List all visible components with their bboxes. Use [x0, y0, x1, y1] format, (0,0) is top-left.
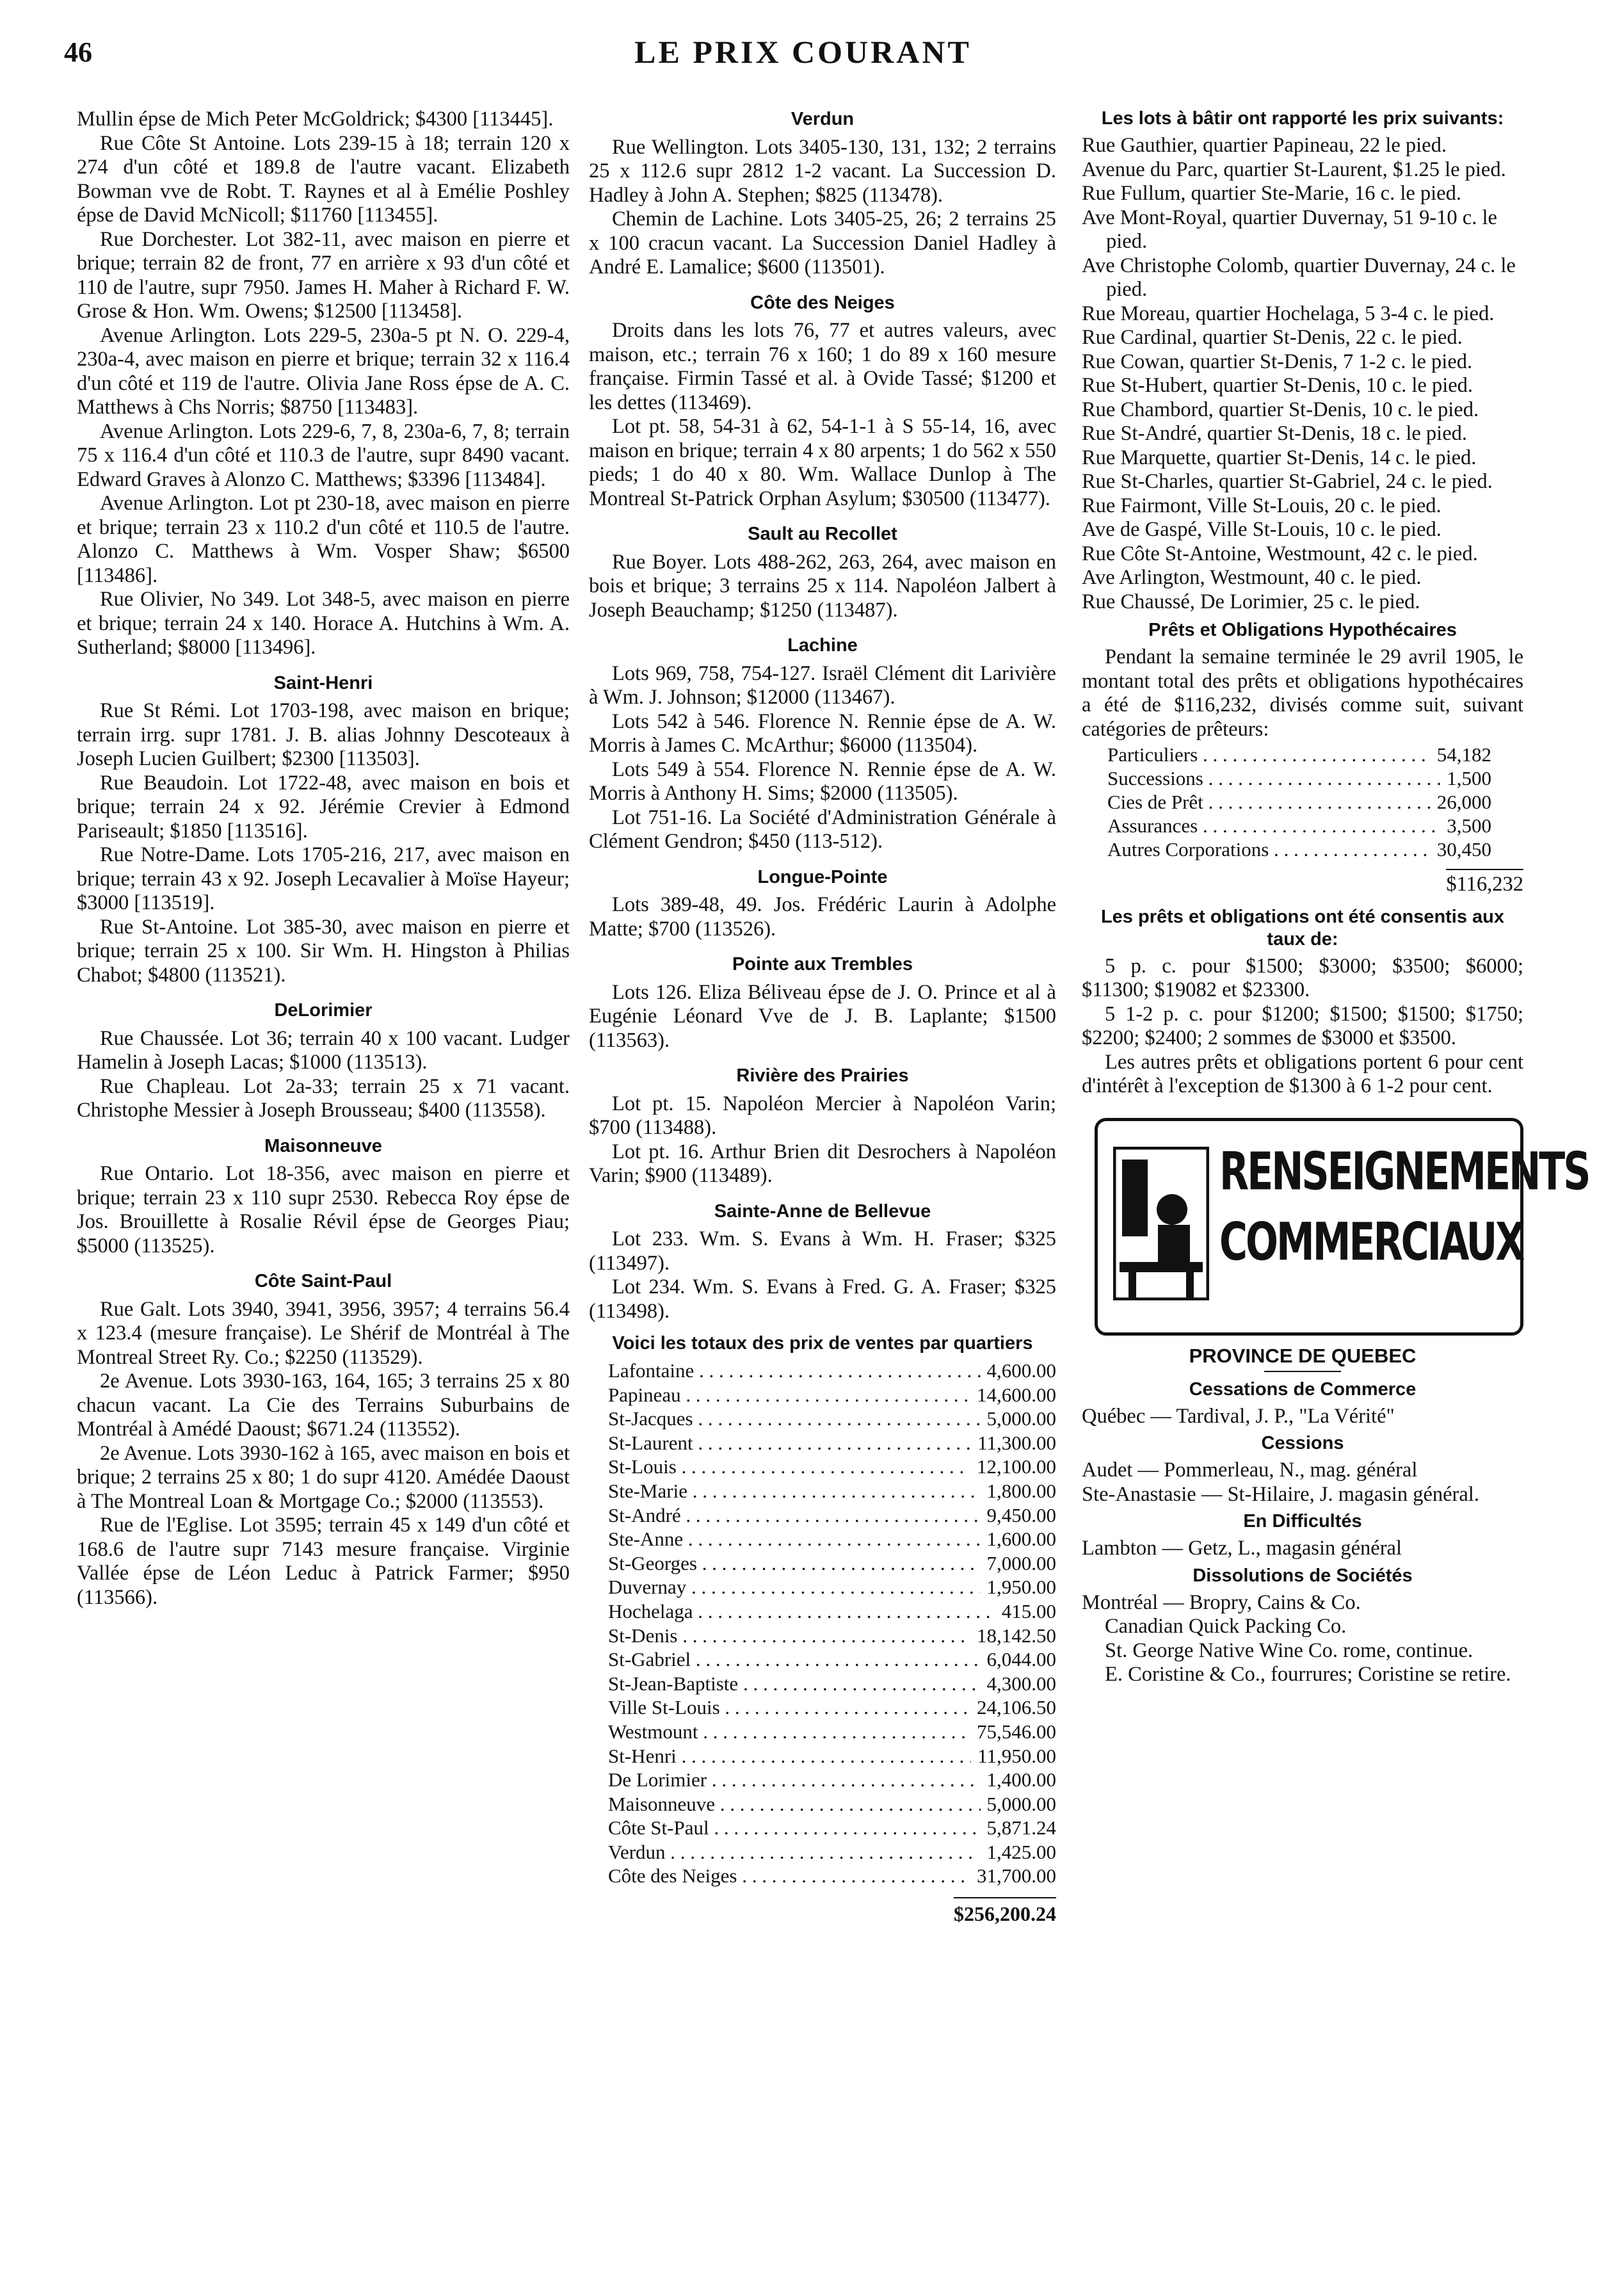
- prets-sum: [1082, 873, 1523, 897]
- lot-price-entry: Ave de Gaspé, Ville St-Louis, 10 c. le pied.: [1082, 518, 1441, 541]
- sale-entry: Lot pt. 15. Napoléon Mercier à Napoléon Varin; $700 (113488).: [589, 1092, 1056, 1139]
- lot-price-entry: Avenue du Parc, quartier St-Laurent, $1.25 le pied.: [1082, 158, 1506, 181]
- section-heading-maisonneuve: Maisonneuve: [264, 1135, 382, 1156]
- table-row: [1107, 814, 1491, 837]
- sale-entry: Chemin de Lachine. Lots 3405-25, 26; 2 terrains 25 x 100 cracun vacant. La Succession Daniel Hadley à André E. Lamalice; $600 (113501).: [589, 207, 1056, 279]
- row-label: Ville St-Louis . . .: [608, 1695, 970, 1720]
- page-number: 46: [64, 36, 92, 68]
- sale-entry: Rue Boyer. Lots 488-262, 263, 264, avec maison en bois et brique; 3 terrains 25 x 114. Napoléon Jalbert à Joseph Beauchamp; $1250 (113487).: [589, 550, 1056, 622]
- row-label: De Lorimier . . .: [608, 1768, 981, 1792]
- table-row: [608, 1383, 1056, 1407]
- row-amount: 1,400.00: [986, 1768, 1056, 1791]
- row-amount: 12,100.00: [977, 1455, 1056, 1478]
- row-amount: 6,044.00: [986, 1648, 1056, 1671]
- row-label: St-Jean-Baptiste . . .: [608, 1672, 981, 1696]
- lot-price-entry: Ave Christophe Colomb, quartier Duvernay, 24 c. le pied.: [1082, 254, 1516, 301]
- row-amount: 26,000: [1436, 791, 1491, 813]
- sale-entry: Lot 234. Wm. S. Evans à Fred. G. A. Fraser; $325 (113498).: [589, 1275, 1056, 1323]
- row-label: Ste-Anne . . .: [608, 1527, 981, 1551]
- sale-entry: Rue Ontario. Lot 18-356, avec maison en pierre et brique; terrain 23 x 110 supr 2530. Rebecca Roy épse de Jos. Brouillette à Rosalie Révil épse de Georges Piau; $5000 (113525).: [77, 1162, 570, 1257]
- lot-price-entry: Rue St-André, quartier St-Denis, 18 c. le pied.: [1082, 422, 1468, 445]
- row-label: St-Georges . . .: [608, 1551, 981, 1576]
- section-heading-verdun: Verdun: [791, 109, 855, 129]
- table-row: [608, 1864, 1056, 1888]
- row-amount: 31,700.00: [977, 1864, 1056, 1888]
- notice-entry: Lambton — Getz, L., magasin général: [1082, 1537, 1402, 1560]
- lot-price-entry: Rue St-Hubert, quartier St-Denis, 10 c. le pied.: [1082, 374, 1474, 397]
- section-heading-riviere-des-prairies: Rivière des Prairies: [736, 1065, 909, 1086]
- section-heading-cote-des-neiges: Côte des Neiges: [750, 292, 895, 313]
- prets-heading: Prêts et Obligations Hypothécaires: [1148, 620, 1457, 640]
- row-label: Successions . . .: [1107, 766, 1440, 790]
- sale-entry: Lots 549 à 554. Florence N. Rennie épse de A. W. Morris à Anthony H. Sims; $2000 (113505).: [589, 757, 1056, 805]
- table-row: [608, 1359, 1056, 1383]
- sale-entry: Avenue Arlington. Lots 229-6, 7, 8, 230a-6, 7, 8; terrain 75 x 116.4 d'un côté et 110.3 de l'autre, supr 8490 vacant. Edward Graves à Alonzo C. Matthews; $3396 [113484].: [77, 419, 570, 491]
- row-amount: 1,600.00: [986, 1528, 1056, 1551]
- table-row: [608, 1575, 1056, 1599]
- divider: [1264, 1371, 1341, 1372]
- lot-price-entry: Ave Arlington, Westmount, 40 c. le pied.: [1082, 566, 1422, 589]
- sale-entry: Mullin épse de Mich Peter McGoldrick; $4300 [113445].: [77, 108, 554, 131]
- row-label: St-André . . .: [608, 1503, 981, 1528]
- row-label: St-Louis . . .: [608, 1455, 970, 1479]
- row-label: St-Henri . . .: [608, 1744, 971, 1768]
- row-amount: 7,000.00: [986, 1551, 1056, 1574]
- row-amount: 415.00: [1001, 1599, 1056, 1622]
- banner-line-1: RENSEIGNEMENTS: [1219, 1141, 1589, 1202]
- cessions-heading: Cessions: [1261, 1433, 1344, 1453]
- notice-entry: Ste-Anastasie — St-Hilaire, J. magasin général.: [1082, 1482, 1479, 1506]
- lots-heading: Les lots à bâtir ont rapporté les prix suivants:: [1101, 108, 1504, 129]
- row-amount: 3,500: [1447, 814, 1491, 837]
- row-label: St-Jacques . . .: [608, 1407, 981, 1431]
- row-amount: 14,600.00: [977, 1383, 1056, 1406]
- notice-entry: E. Coristine & Co., fourrures; Coristine se retire.: [1105, 1663, 1511, 1686]
- table-row: [608, 1503, 1056, 1528]
- sale-entry: 2e Avenue. Lots 3930-163, 164, 165; 3 terrains 25 x 80 chacun vacant. La Cie des Terrains Suburbains de Montréal à Amédé Daoust; $671.24 (113552).: [77, 1370, 570, 1441]
- lot-price-entry: Rue Fullum, quartier Ste-Marie, 16 c. le pied.: [1082, 182, 1461, 205]
- row-label: Cies de Prêt . . .: [1107, 790, 1431, 814]
- row-amount: 5,000.00: [986, 1792, 1056, 1815]
- column-2: [589, 108, 1056, 1927]
- lot-price-entry: Rue Fairmont, Ville St-Louis, 20 c. le pied.: [1082, 494, 1441, 517]
- table-row: [608, 1768, 1056, 1792]
- sale-entry: Rue Dorchester. Lot 382-11, avec maison en pierre et brique; terrain 82 de front, 77 en arrière x 93 d'un côté et 110 de l'autre, supr 7950. James H. Maher à Richard F. W. Grose & Hon. Wm. Owens; $12500 [113458].: [77, 227, 570, 323]
- row-amount: 75,546.00: [977, 1720, 1056, 1743]
- row-label: Westmount . . .: [608, 1720, 970, 1744]
- table-row: [608, 1599, 1056, 1624]
- sale-entry: Rue de l'Eglise. Lot 3595; terrain 45 x 149 d'un côté et 168.6 de l'autre supr 7143 mesure française. Virginie Vallée épse de Léon Leduc à Patrick Farmer; $950 (113566).: [77, 1514, 570, 1609]
- table-row: [608, 1407, 1056, 1431]
- row-amount: 1,500: [1447, 767, 1491, 789]
- table-row: [608, 1624, 1056, 1648]
- table-row: [608, 1479, 1056, 1503]
- notice-entry: Audet — Pommerleau, N., mag. général: [1082, 1459, 1418, 1482]
- table-row: [608, 1816, 1056, 1840]
- table-row: [608, 1672, 1056, 1696]
- taux-entry: 5 1-2 p. c. pour $1200; $1500; $1500; $1750; $2200; $2400; 2 sommes de $3000 et $3500.: [1082, 1002, 1523, 1049]
- section-heading-pointe-aux-trembles: Pointe aux Trembles: [732, 954, 913, 974]
- row-amount: 30,450: [1436, 838, 1491, 861]
- totals-table: [608, 1359, 1056, 1888]
- table-row: [608, 1527, 1056, 1551]
- lot-price-entry: Rue Marquette, quartier St-Denis, 14 c. le pied.: [1082, 446, 1477, 469]
- row-amount: 11,950.00: [977, 1744, 1056, 1767]
- sale-entry: Rue Galt. Lots 3940, 3941, 3956, 3957; 4 terrains 56.4 x 123.4 (mesure française). Le Shérif de Montréal à The Montreal Street Ry. Co.; $2250 (113529).: [77, 1297, 570, 1369]
- row-amount: 5,871.24: [986, 1816, 1056, 1839]
- prets-sum-value: $116,232: [1446, 869, 1523, 896]
- grand-total: [589, 1902, 1056, 1927]
- dissolutions-heading: Dissolutions de Sociétés: [1192, 1565, 1413, 1586]
- prets-intro: Pendant la semaine terminée le 29 avril 1905, le montant total des prêts et obligations hypothécaires a été de $116,232, divisés comme suit, suivant catégories de prêteurs:: [1082, 645, 1523, 741]
- difficultes-heading: En Difficultés: [1243, 1511, 1362, 1532]
- section-heading-cote-saint-paul: Côte Saint-Paul: [254, 1271, 392, 1291]
- notice-entry: St. George Native Wine Co. rome, continue.: [1105, 1638, 1474, 1662]
- sale-entry: Rue Beaudoin. Lot 1722-48, avec maison en bois et brique; terrain 24 x 92. Jérémie Crevier à Edmond Pariseault; $1850 [113516].: [77, 771, 570, 843]
- table-row: [1107, 766, 1491, 790]
- section-heading-longue-pointe: Longue-Pointe: [757, 866, 888, 887]
- table-row: [1107, 743, 1491, 766]
- sale-entry: Lots 389-48, 49. Jos. Frédéric Laurin à Adolphe Matte; $700 (113526).: [589, 893, 1056, 941]
- table-row: [608, 1551, 1056, 1576]
- table-row: [608, 1720, 1056, 1744]
- province-heading: PROVINCE DE QUEBEC: [1189, 1344, 1417, 1367]
- notice-entry: Montréal — Bropry, Cains & Co.: [1082, 1590, 1361, 1614]
- sale-entry: Rue Olivier, No 349. Lot 348-5, avec maison en pierre et brique; terrain 24 x 140. Horace A. Hutchins à Wm. A. Sutherland; $8000 [113496].: [77, 588, 570, 659]
- sale-entry: 2e Avenue. Lots 3930-162 à 165, avec maison en bois et brique; 2 terrains 25 x 80; 1 do supr 4120. Amédée Daoust à The Montreal Loan & Mortgage Co.; $2000 (113553).: [77, 1441, 570, 1513]
- row-label: St-Denis . . .: [608, 1624, 970, 1648]
- table-row: [1107, 790, 1491, 814]
- renseignements-commerciaux-banner: [1095, 1118, 1589, 1336]
- section-heading-sault-au-recollet: Sault au Recollet: [748, 524, 897, 544]
- row-amount: 1,800.00: [986, 1479, 1056, 1502]
- taux-entry: 5 p. c. pour $1500; $3000; $3500; $6000; $11300; $19082 et $23300.: [1082, 954, 1523, 1001]
- sale-entry: Droits dans les lots 76, 77 et autres valeurs, avec maison, etc.; terrain 76 x 160; 1 do 89 x 160 mesure française. Firmin Tassé et al. à Ovide Tassé; $1200 et les dettes (113469).: [589, 319, 1056, 414]
- lot-price-entry: Rue Gauthier, quartier Papineau, 22 le pied.: [1082, 134, 1447, 157]
- row-amount: 1,425.00: [986, 1840, 1056, 1863]
- lot-price-entry: Rue Côte St-Antoine, Westmount, 42 c. le pied.: [1082, 542, 1478, 565]
- row-label: Papineau . . .: [608, 1383, 970, 1407]
- sale-entry: Rue Côte St Antoine. Lots 239-15 à 18; terrain 120 x 274 d'un côté et 189.8 de l'autre vacant. Elizabeth Bowman vve de Robt. T. Raynes et al à Emélie Poshley épse de David McNicoll; $11760 [113455].: [77, 131, 570, 227]
- table-row: [608, 1792, 1056, 1816]
- column-3: [1082, 108, 1589, 1687]
- row-label: St-Laurent . . .: [608, 1431, 971, 1455]
- row-label: Lafontaine . . .: [608, 1359, 981, 1383]
- table-row: [608, 1840, 1056, 1864]
- section-heading-sainte-anne-de-bellevue: Sainte-Anne de Bellevue: [714, 1201, 931, 1222]
- row-label: Maisonneuve . . .: [608, 1792, 981, 1816]
- row-label: Verdun . . .: [608, 1840, 981, 1864]
- row-label: Hochelaga . . .: [608, 1599, 995, 1624]
- taux-entry: Les autres prêts et obligations portent 6 pour cent d'intérêt à l'exception de $1300 à 6 1-2 pour cent.: [1082, 1050, 1523, 1097]
- lot-price-entry: Rue Moreau, quartier Hochelaga, 5 3-4 c. le pied.: [1082, 302, 1495, 325]
- sale-entry: Rue Wellington. Lots 3405-130, 131, 132; 2 terrains 25 x 112.6 supr 2812 1-2 vacant. La Succession D. Hadley à John A. Stephen; $825 (113478).: [589, 135, 1056, 207]
- row-label: Autres Corporations . . .: [1107, 837, 1431, 861]
- row-label: Particuliers . . .: [1107, 743, 1431, 766]
- row-amount: 11,300.00: [977, 1431, 1056, 1454]
- lender-category-table: [1107, 743, 1491, 861]
- sale-entry: Rue Chapleau. Lot 2a-33; terrain 25 x 71 vacant. Christophe Messier à Joseph Brousseau; $400 (113558).: [77, 1074, 570, 1122]
- sale-entry: Lots 969, 758, 754-127. Israël Clément dit Larivière à Wm. J. Johnson; $12000 (113467).: [589, 661, 1056, 709]
- sale-entry: Rue St Rémi. Lot 1703-198, avec maison en brique; terrain irrg. supr 1781. J. B. alias Johnny Descoteaux à Joseph Lucien Guilbert; $2300 [113503].: [77, 699, 570, 770]
- lot-price-list: [1082, 134, 1523, 614]
- row-amount: 5,000.00: [986, 1407, 1056, 1430]
- row-label: Côte des Neiges . . .: [608, 1864, 970, 1888]
- row-label: Assurances . . .: [1107, 814, 1440, 837]
- row-amount: 24,106.50: [977, 1696, 1056, 1719]
- taux-heading: Les prêts et obligations ont été consentis aux taux de:: [1100, 906, 1505, 950]
- clerk-at-desk-illustration: [1113, 1147, 1209, 1300]
- running-title: LE PRIX COURANT: [634, 34, 972, 70]
- row-label: St-Gabriel . . .: [608, 1647, 981, 1672]
- sale-entry: Lot pt. 58, 54-31 à 62, 54-1-1 à S 55-14, 16, avec maison en brique; terrain 4 x 80 arpents; 1 do 562 x 550 pieds; 1 do 40 x 80. Wm. Wallace Dunlop à The Montreal St-Patrick Orphan Asylum; $30500 (113477).: [589, 415, 1056, 510]
- row-amount: 1,950.00: [986, 1576, 1056, 1599]
- sale-entry: Rue Chaussée. Lot 36; terrain 40 x 100 vacant. Ludger Hamelin à Joseph Lacas; $1000 (113513).: [77, 1026, 570, 1074]
- grand-total-value: $256,200.24: [954, 1897, 1056, 1925]
- table-row: [1107, 837, 1491, 861]
- table-row: [608, 1695, 1056, 1720]
- sale-entry: Rue Notre-Dame. Lots 1705-216, 217, avec maison en brique; terrain 43 x 92. Joseph Lecavalier à Moïse Hayeur; $3000 [113519].: [77, 843, 570, 914]
- table-row: [608, 1431, 1056, 1455]
- notice-entry: Canadian Quick Packing Co.: [1105, 1615, 1347, 1638]
- cessations-heading: Cessations de Commerce: [1189, 1378, 1417, 1400]
- sale-entry: Lots 542 à 546. Florence N. Rennie épse de A. W. Morris à James C. McArthur; $6000 (113504).: [589, 709, 1056, 757]
- row-amount: 18,142.50: [977, 1624, 1056, 1647]
- sale-entry: Lot pt. 16. Arthur Brien dit Desrochers à Napoléon Varin; $900 (113489).: [589, 1140, 1056, 1187]
- lot-price-entry: Rue Chambord, quartier St-Denis, 10 c. le pied.: [1082, 398, 1479, 421]
- totals-heading: Voici les totaux des prix de ventes par quartiers: [612, 1333, 1033, 1354]
- sale-entry: Avenue Arlington. Lots 229-5, 230a-5 pt N. O. 229-4, 230a-4, avec maison en pierre et brique; terrain 32 x 116.4 d'un côté et 119 de l'autre. Olivia Jane Ross épse de A. C. Matthews à Chs Norris; $8750 [113483].: [77, 323, 570, 419]
- section-heading-lachine: Lachine: [787, 635, 858, 656]
- table-row: [608, 1744, 1056, 1768]
- sale-entry: Lot 233. Wm. S. Evans à Wm. H. Fraser; $325 (113497).: [589, 1227, 1056, 1275]
- row-amount: 54,182: [1436, 743, 1491, 766]
- lot-price-entry: Rue St-Charles, quartier St-Gabriel, 24 c. le pied.: [1082, 470, 1493, 493]
- sale-entry: Lots 126. Eliza Béliveau épse de J. O. Prince et al à Eugénie Léonard Vve de J. B. Laplante; $1500 (113563).: [589, 980, 1056, 1052]
- row-amount: 4,600.00: [986, 1359, 1056, 1382]
- row-amount: 4,300.00: [986, 1672, 1056, 1695]
- lot-price-entry: Rue Chaussé, De Lorimier, 25 c. le pied.: [1082, 590, 1420, 613]
- lot-price-entry: Ave Mont-Royal, quartier Duvernay, 51 9-10 c. le pied.: [1082, 206, 1497, 253]
- sale-entry: Lot 751-16. La Société d'Administration Générale à Clément Gendron; $450 (113-512).: [589, 805, 1056, 853]
- sale-entry: Avenue Arlington. Lot pt 230-18, avec maison en pierre et brique; terrain 23 x 110.2 d'un côté et 110.5 de l'autre. Alonzo C. Matthews à Wm. Vosper Shaw; $6500 [113486].: [77, 492, 570, 587]
- notice-entry: Québec — Tardival, J. P., "La Vérité": [1082, 1404, 1395, 1428]
- lot-price-entry: Rue Cowan, quartier St-Denis, 7 1-2 c. le pied.: [1082, 350, 1473, 373]
- table-row: [608, 1647, 1056, 1672]
- row-label: Ste-Marie . . .: [608, 1479, 981, 1503]
- section-heading-delorimier: DeLorimier: [274, 1000, 373, 1021]
- row-amount: 9,450.00: [986, 1503, 1056, 1526]
- section-heading-saint-henri: Saint-Henri: [273, 672, 373, 693]
- row-label: Duvernay . . .: [608, 1575, 981, 1599]
- banner-line-2: COMMERCIAUX: [1219, 1211, 1523, 1273]
- column-1: [77, 108, 570, 1610]
- lot-price-entry: Rue Cardinal, quartier St-Denis, 22 c. le pied.: [1082, 326, 1463, 349]
- sale-entry: Rue St-Antoine. Lot 385-30, avec maison en pierre et brique; terrain 25 x 100. Sir Wm. H. Hingston à Philias Chabot; $4800 (113521).: [77, 915, 570, 987]
- table-row: [608, 1455, 1056, 1479]
- row-label: Côte St-Paul . . .: [608, 1816, 981, 1840]
